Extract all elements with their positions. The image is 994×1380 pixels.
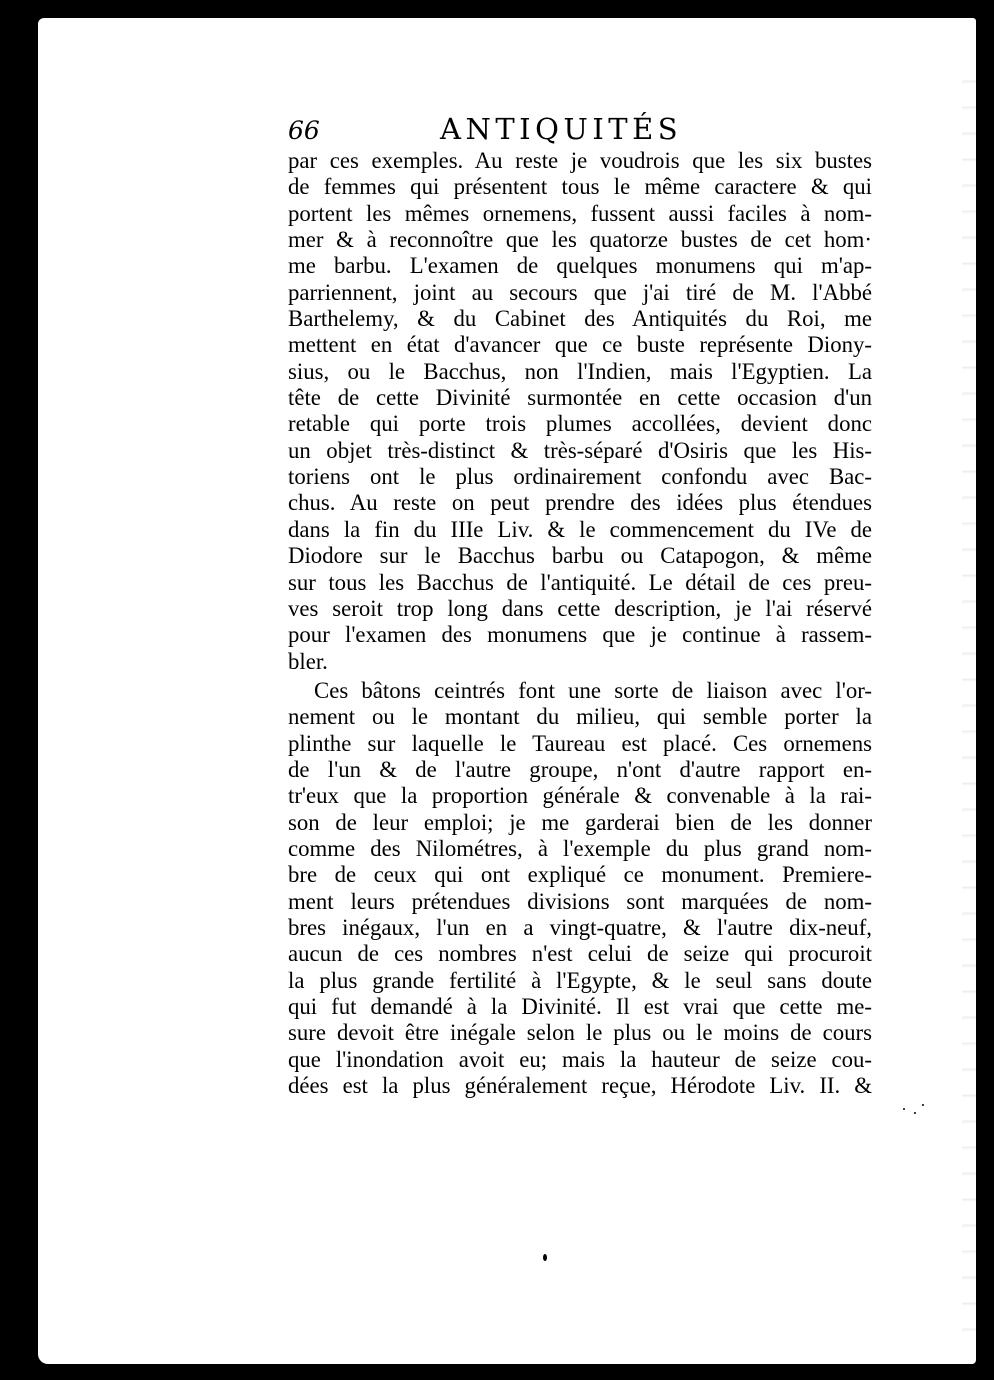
text-line: Ces bâtons ceintrés font une sorte de liaison avec l'or- (314, 677, 872, 703)
text-line: portent les mêmes ornemens, fussent aussi faciles à nom- (288, 200, 872, 226)
text-line: dées est la plus généralement reçue, Hérodote Liv. II. & (288, 1073, 872, 1099)
page-header (288, 112, 878, 152)
ink-speck (914, 1112, 916, 1114)
text-line: un objet très-distinct & très-séparé d'Osiris que les His- (288, 437, 872, 463)
text-line: me barbu. L'examen de quelques monumens qui m'ap- (288, 253, 872, 279)
text-line: la plus grande fertilité à l'Egypte, & le seul sans doute (288, 967, 872, 993)
paragraph-2 (288, 678, 872, 1100)
text-line: Diodore sur le Bacchus barbu ou Catapogon, & même (288, 543, 872, 569)
text-line: aucun de ces nombres n'est celui de seize qui procuroit (288, 941, 872, 967)
text-line: que l'inondation avoit eu; mais la hauteur de seize cou- (288, 1046, 872, 1072)
text-line: mer & à reconnoître que les quatorze bustes de cet hom· (288, 227, 872, 253)
text-line: nement ou le montant du milieu, qui semble porter la (288, 704, 872, 730)
text-line: toriens ont le plus ordinairement confondu avec Bac- (288, 464, 872, 490)
text-line: sur tous les Bacchus de l'antiquité. Le détail de ces preu- (288, 569, 872, 595)
text-line: bres inégaux, l'un en a vingt-quatre, & l'autre dix-neuf, (288, 914, 872, 940)
text-line: tête de cette Divinité surmontée en cette occasion d'un (288, 385, 872, 411)
ink-speck (922, 1104, 924, 1106)
text-line: par ces exemples. Au reste je voudrois que les six bustes (288, 148, 872, 173)
text-line: sius, ou le Bacchus, non l'Indien, mais l'Egyptien. La (288, 358, 872, 384)
ink-speck (903, 1108, 905, 1110)
paragraph-1 (288, 148, 872, 675)
text-line: tr'eux que la proportion générale & convenable à la rai- (288, 783, 872, 809)
text-line: sure devoit être inégale selon le plus ou le moins de cours (288, 1020, 872, 1046)
text-line: ment leurs prétendues divisions sont marquées de nom- (288, 888, 872, 914)
text-line: son de leur emploi; je me garderai bien de les donner (288, 809, 872, 835)
running-title: ANTIQUITÉS (440, 112, 683, 146)
text-line: chus. Au reste on peut prendre des idées plus étendues (288, 490, 872, 516)
text-line: mettent en état d'avancer que ce buste représente Diony- (288, 332, 872, 358)
text-line: retable qui porte trois plumes accollées, devient donc (288, 411, 872, 437)
text-line: dans la fin du IIIe Liv. & le commencement du IVe de (288, 516, 872, 542)
text-line: Barthelemy, & du Cabinet des Antiquités du Roi, me (288, 306, 872, 332)
text-line: ves seroit trop long dans cette description, je l'ai réservé (288, 595, 872, 621)
text-line: de l'un & de l'autre groupe, n'ont d'autre rapport en- (288, 756, 872, 782)
page-edge (962, 58, 976, 1348)
text-line: de femmes qui présentent tous le même caractere & qui (288, 174, 872, 200)
page-number: 66 (288, 116, 320, 145)
text-line: pour l'examen des monumens que je continue à rassem- (288, 622, 872, 648)
ink-speck (543, 1254, 547, 1261)
body-text (288, 148, 872, 1099)
text-line: plinthe sur laquelle le Taureau est placé. Ces ornemens (288, 730, 872, 756)
text-line: parriennent, joint au secours que j'ai tiré de M. l'Abbé (288, 279, 872, 305)
text-line: qui fut demandé à la Divinité. Il est vrai que cette me- (288, 994, 872, 1019)
text-line: comme des Nilométres, à l'exemple du plus grand nom- (288, 835, 872, 861)
text-line: bler. (288, 648, 328, 674)
text-line: bre de ceux qui ont expliqué ce monument. Premiere- (288, 862, 872, 888)
